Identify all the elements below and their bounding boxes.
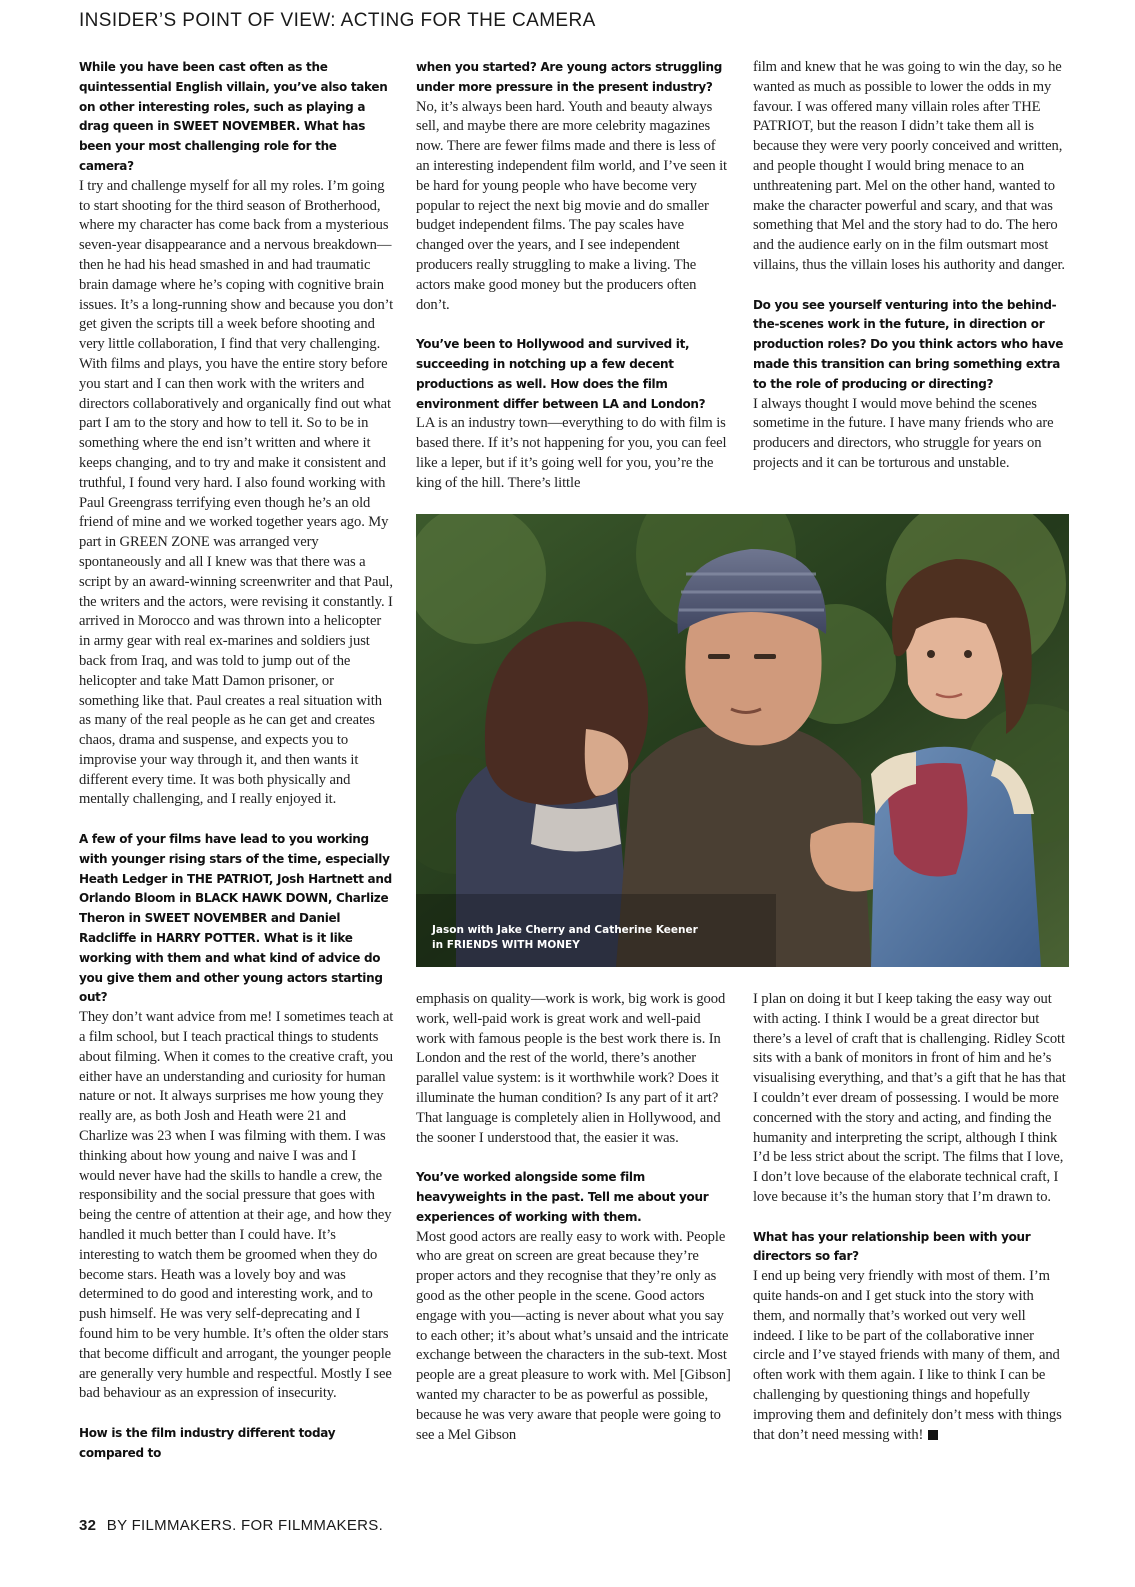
footer-tagline: BY FILMMAKERS. FOR FILMMAKERS. <box>106 1517 384 1534</box>
question-2: A few of your films have lead to you working with younger rising stars of the time, especially Heath Ledger in THE PATRIOT, Josh Hartnett and Orlando Bloom in BLACK HAWK DOWN, Charlize Theron in SWEET NOVEMBER and Daniel Radcliffe in HARRY POTTER. What is it like working with them and what kind of advice do you give them and other young actors starting out? <box>79 832 392 1005</box>
answer-2: They don’t want advice from me! I sometimes teach at a film school, but I teach practical things to students about filming. When it comes to the creative craft, you either have an understanding and curiosity for human nature or not. It always surprises me how young they really are, as both Josh and Heath were 21 and Charlize was 23 when I was filming with them. I was thinking about how young and naive I was and I would never have had the skills to handle a crew, the responsibility and the social pressure that goes with being the centre of attention at their age, and how they handled it much better than I could have. It’s interesting to watch them be groomed when they do become stars. Heath was a lovely boy and was determined to do good and interesting work, and to push himself. He was very self-deprecating and I found him to be very humble. It’s often the older stars that become difficult and arrogant, the younger people are generally very humble and respectful. Mostly I see bad behaviour as an expression of insecurity. <box>79 1009 394 1402</box>
article-column-3 <box>753 58 1069 474</box>
article-column-2 <box>416 58 732 494</box>
question-3-start: How is the film industry different today compared to <box>79 1425 336 1460</box>
answer-5-end: film and knew that he was going to win the day, so he wanted as much as possible to lower the odds in my favour. I was offered many villain roles after THE PATRIOT, but the reason I didn’t take them all is because they were very poorly conceived and written, and people thought I would bring menace to an unthreatening part. Mel on the other hand, wanted to make the character powerful and scary, and that was something that Mel and the story had to do. The hero and the audience early on in the film outsmart most villains, thus the villain loses his authority and danger. <box>753 59 1065 273</box>
answer-4-end: emphasis on quality—work is work, big work is good work, well-paid work is great work and well-paid work with famous people is the best work there is. In London and the rest of the world, there’s another parallel value system: is it worthwhile work? Does it illuminate the human condition? Is any part of it art? That language is completely alien in Hollywood, and the sooner I understood that, the easier it was. <box>416 991 726 1146</box>
photo-caption <box>432 923 732 953</box>
question-4: You’ve been to Hollywood and survived it, succeeding in notching up a few decent productions as well. How does the film environment differ between LA and London? <box>416 337 706 411</box>
caption-line-2: in FRIENDS WITH MONEY <box>432 939 580 951</box>
question-5: You’ve worked alongside some film heavyweights in the past. Tell me about your experiences of working with them. <box>416 1170 709 1224</box>
question-6: Do you see yourself venturing into the behind-the-scenes work in the future, in direction or production roles? Do you think actors who have made this transition can bring something extra to the role of producing or directing? <box>753 297 1064 391</box>
end-mark-icon <box>928 1430 938 1440</box>
page-number: 32 <box>79 1517 97 1534</box>
answer-7 <box>753 1267 1069 1445</box>
page-header: INSIDER’S POINT OF VIEW: ACTING FOR THE CAMERA <box>79 10 596 31</box>
page-footer <box>79 1517 383 1534</box>
answer-3: No, it’s always been hard. Youth and beauty always sell, and maybe there are more celebrity magazines now. There are fewer films made and there is less of an interesting independent film world, and I’ve seen it be hard for young people who have become very popular to reject the next big movie and do smaller budget independent films. The pay scales have changed over the years, and I see independent producers really struggling to make a living. The actors make good money but the producers often don’t. <box>416 98 728 313</box>
answer-7-text: I end up being very friendly with most of them. I’m quite hands-on and I get stuck into the story with them, and normally that’s worked out very well indeed. I like to be part of the collaborative inner circle and I’ve stayed friends with many of them, and often work with them again. I like to think I can be challenging by questioning things and hopefully improving them and definitely don’t mess with things that don’t need messing with! <box>753 1268 1062 1443</box>
answer-5-start: Most good actors are really easy to work with. People who are great on screen are great because they’re proper actors and they recognise that they’re only as good as the other people in the scene. Good actors engage with you—acting is never about what you say to each other; it’s about what’s unsaid and the intricate exchange between the characters in the sub-text. Most people are a great pleasure to work with. Mel [Gibson] wanted my character to be as powerful as possible, because he was very aware that people were going to see a Mel Gibson <box>416 1228 731 1443</box>
question-3-end: when you started? Are young actors struggling under more pressure in the present industry? <box>416 60 723 94</box>
answer-6-end: I plan on doing it but I keep taking the easy way out with acting. I think I would be a great director but there’s a level of craft that is challenging. Ridley Scott sits with a bank of monitors in front of him and he’s visualising everything, and that’s a gift that he has that I couldn’t ever dream of possessing. I would be more concerned with the story and acting, and finding the humanity and interpreting the script, although I think I’d be less strict about the script. The films that I love, I don’t love because of the elaborate technical craft, I love because it’s the human story that I’m drawn to. <box>753 991 1066 1205</box>
article-column-2-bottom <box>416 990 732 1445</box>
answer-6-start: I always thought I would move behind the scenes sometime in the future. I have many friends who are producers and directors, who struggle for years on projects and it can be torturous and unstable. <box>753 395 1054 471</box>
article-column-1 <box>79 58 395 1464</box>
caption-line-1: Jason with Jake Cherry and Catherine Keener <box>432 924 698 936</box>
answer-1: I try and challenge myself for all my roles. I’m going to start shooting for the third season of Brotherhood, where my character has come back from a mysterious seven-year disappearance and a nervous breakdown—then he had his head smashed in and had traumatic brain damage where he’s coping with cognitive brain issues. It’s a long-running show and because you don’t get given the scripts till a week before shooting and very little collaboration, I find that very challenging. With films and plays, you have the entire story before you start and I can then work with the writers and directors collaboratively and organically find out what part I am to the story and how to tell it. So to be in something where the end isn’t written and where it keeps changing, and to try and make it consistent and truthful, I found very hard. I also found working with Paul Greengrass terrifying even though he’s an old friend of mine and we worked together years ago. My part in GREEN ZONE was arranged very spontaneously and all I knew was that there was a script by an award-winning screenwriter and that Paul, the writers and the actors, were revising it constantly. I arrived in Morocco and was thrown into a helicopter in army gear with real ex-marines and soldiers just back from Iraq, and was told to jump out of the helicopter and take Matt Damon prisoner, or something like that. Paul creates a real situation with as many of the real people as he can get and creates chaos, drama and suspense, and expects you to improvise your way through it, and then wants it different every time. It was both physically and mentally challenging, and I really enjoyed it. <box>79 177 394 808</box>
photo-illustration <box>416 514 1069 967</box>
article-column-3-bottom <box>753 990 1069 1445</box>
article-photo <box>416 514 1069 967</box>
answer-4-start: LA is an industry town—everything to do with film is based there. If it’s not happening for you, you can feel like a leper, but if it’s going well for you, you’re the king of the hill. There’s little <box>416 415 727 491</box>
question-7: What has your relationship been with your directors so far? <box>753 1229 1031 1264</box>
question-1: While you have been cast often as the quintessential English villain, you’ve also taken on other interesting roles, such as playing a drag queen in SWEET NOVEMBER. What has been your most challenging role for the camera? <box>79 60 388 173</box>
